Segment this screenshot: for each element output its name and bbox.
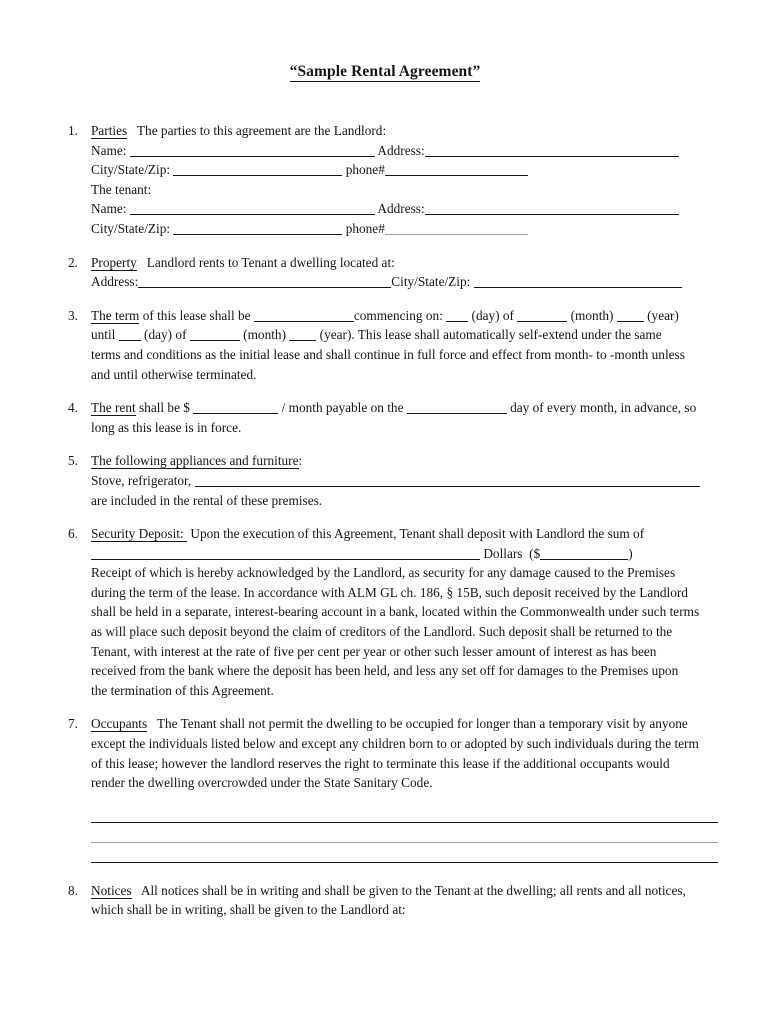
blank-field — [91, 830, 718, 843]
clause-text: 3. — [68, 307, 78, 323]
clause-text: Address: — [374, 201, 425, 217]
item-number — [68, 306, 91, 326]
blank-field — [91, 850, 718, 863]
item-body — [91, 881, 750, 920]
item-line — [91, 253, 750, 273]
blank-field — [385, 222, 528, 235]
item-line — [91, 219, 750, 239]
item-line — [91, 602, 750, 622]
clause-text: All notices shall be in writing and shall be given to the Tenant at the dwelling; all rents and all notices, — [131, 882, 686, 898]
clause-heading: Security Deposit: — [91, 526, 188, 542]
clause-text: of this lease shall be — [139, 307, 254, 323]
blank-field — [425, 202, 679, 215]
item-body — [91, 253, 750, 292]
clause-text: (month) — [567, 307, 617, 323]
item-line — [91, 827, 750, 847]
clause-text: (year) — [643, 307, 679, 323]
clause-heading: The term — [91, 307, 140, 323]
clause-text: 6 — [68, 526, 75, 542]
clause-rent — [68, 398, 750, 437]
clause-text: 2. — [68, 254, 78, 270]
item-line — [91, 847, 750, 867]
blank-field — [517, 309, 567, 322]
clause-heading: Occupants — [91, 716, 148, 732]
clause-appliances — [68, 451, 750, 510]
clause-text: the termination of this Agreement. — [91, 682, 274, 698]
item-line — [91, 451, 750, 471]
clause-text: shall be $ — [135, 400, 194, 416]
item-line — [91, 773, 750, 793]
clause-text: City/State/Zip: — [91, 220, 174, 236]
clause-text: long as this lease is in force. — [91, 419, 242, 435]
item-number — [68, 714, 91, 734]
item-line — [91, 642, 750, 662]
clause-text: terms and conditions as the initial lease and shall continue in full force and effect from month- to -month unless — [91, 346, 685, 362]
clause-heading: Parties — [91, 123, 128, 138]
item-line — [91, 141, 750, 161]
clause-text: : — [298, 453, 303, 469]
blank-field — [130, 202, 375, 215]
item-line — [91, 754, 750, 774]
clause-text: . — [74, 526, 78, 542]
item-number — [68, 121, 91, 141]
clause-text: Landlord rents to Tenant a dwelling located at: — [136, 254, 395, 270]
clause-text: until — [91, 327, 119, 343]
clause-text: phone# — [342, 162, 385, 178]
clause-notices — [68, 881, 750, 920]
blank-field — [474, 275, 682, 288]
clause-heading: Notices — [91, 882, 132, 898]
item-line — [91, 199, 750, 219]
blank-field — [119, 328, 141, 341]
clause-text: day of every month, in advance, so — [506, 400, 697, 416]
blank-field — [173, 222, 342, 235]
item-line — [91, 681, 750, 701]
item-line — [91, 471, 750, 491]
clause-text: The parties to this agreement are the Landlord: — [127, 123, 387, 138]
clause-text: (day) of — [140, 327, 190, 343]
blank-field — [407, 401, 507, 414]
item-line — [91, 491, 750, 511]
clause-text: 7. — [68, 716, 78, 732]
item-body — [91, 524, 750, 700]
clause-text: and until otherwise terminated. — [91, 366, 257, 382]
blank-field — [193, 401, 278, 414]
clause-text: during the term of the lease. In accordance with ALM GL ch. 186, § 15B, such deposit received by the Landlord — [91, 584, 688, 600]
item-line — [91, 418, 750, 438]
occupants-blank-lines — [68, 807, 750, 867]
clause-text: The Tenant shall not permit the dwelling to be occupied for longer than a temporary visit by anyone — [147, 716, 688, 732]
clause-text: Address: — [374, 142, 425, 158]
item-line — [91, 661, 750, 681]
blank-field — [254, 309, 354, 322]
clause-text: which shall be in writing, shall be given to the Landlord at: — [91, 902, 406, 918]
agreement-clauses — [0, 121, 770, 920]
blank-field — [138, 275, 391, 288]
item-line — [91, 345, 750, 365]
blank-field — [289, 328, 316, 341]
clause-text: commencing on: — [353, 307, 447, 323]
item-line — [91, 365, 750, 385]
clause-parties — [68, 121, 750, 239]
document-title — [0, 63, 770, 81]
clause-text: Name: — [91, 201, 130, 217]
clause-text: 4. — [68, 400, 78, 416]
item-line — [91, 734, 750, 754]
clause-text — [68, 809, 71, 824]
blank-field — [617, 309, 644, 322]
clause-text: Address: — [91, 274, 139, 290]
blank-field — [173, 163, 342, 176]
blank-field — [385, 163, 528, 176]
item-line — [91, 121, 750, 141]
clause-text: / month payable on the — [278, 400, 407, 416]
clause-text: 5. — [68, 453, 78, 469]
item-line — [91, 325, 750, 345]
item-line — [91, 563, 750, 583]
clause-occupants — [68, 714, 750, 792]
item-line — [91, 622, 750, 642]
item-line — [91, 881, 750, 901]
clause-text: (year). This lease shall automatically self-extend under the same — [316, 327, 662, 343]
clause-text: Stove, refrigerator, — [91, 472, 195, 488]
item-line — [91, 306, 750, 326]
clause-text: ) — [628, 545, 633, 561]
clause-text: 8. — [68, 882, 78, 898]
item-number — [68, 881, 91, 901]
item-number — [68, 253, 91, 273]
document-title-text: “Sample Rental Agreement” — [289, 63, 481, 80]
item-line — [91, 900, 750, 920]
clause-text: are included in the rental of these premises. — [91, 492, 323, 508]
blank-field — [130, 144, 375, 157]
clause-heading: The rent — [91, 400, 136, 416]
clause-text: as will place such deposit beyond the claim of creditors of the Landlord. Such deposit shall be returned to the — [91, 624, 673, 640]
clause-text: shall be held in a separate, interest-bearing account in a bank, located within the Commonwealth under such terms — [91, 604, 700, 620]
item-line — [91, 524, 750, 544]
item-body — [91, 714, 750, 792]
clause-heading: The following appliances and furniture — [91, 453, 299, 469]
clause-term — [68, 306, 750, 384]
item-number — [68, 807, 91, 827]
clause-text: received from the bank where the deposit has been held, and less any set off for damages to the Premises upon — [91, 663, 679, 679]
clause-text: Receipt of which is hereby acknowledged by the Landlord, as security for any damage caused to the Premises — [91, 565, 676, 581]
item-body — [91, 807, 750, 867]
clause-text: (day) of — [468, 307, 518, 323]
item-body — [91, 451, 750, 510]
item-line — [91, 714, 750, 734]
item-body — [91, 121, 750, 239]
clause-text: render the dwelling overcrowded under the State Sanitary Code. — [91, 775, 433, 791]
blank-field — [540, 547, 628, 560]
clause-text: Tenant, with interest at the rate of five per cent per year or other such lesser amount of interest as has been — [91, 643, 657, 659]
clause-text: Dollars ($ — [480, 545, 541, 561]
item-body — [91, 398, 750, 437]
clause-property — [68, 253, 750, 292]
item-line — [91, 180, 750, 200]
clause-text: phone# — [342, 220, 385, 236]
clause-text: except the individuals listed below and except any children born to or adopted by such individuals during the term — [91, 736, 699, 752]
blank-field — [91, 547, 480, 560]
clause-text: City/State/Zip: — [391, 274, 474, 290]
clause-text: The tenant: — [91, 181, 152, 197]
clause-text: of this lease; however the landlord reserves the right to terminate this lease if the additional occupants would — [91, 755, 670, 771]
clause-text: Name: — [91, 142, 130, 158]
blank-field — [425, 144, 679, 157]
item-number — [68, 451, 91, 471]
item-line — [91, 272, 750, 292]
clause-security-deposit — [68, 524, 750, 700]
clause-text: Upon the execution of this Agreement, Tenant shall deposit with Landlord the sum of — [187, 526, 645, 542]
blank-field — [195, 474, 700, 487]
item-number — [68, 524, 91, 544]
blank-field — [91, 810, 718, 823]
blank-field — [446, 309, 468, 322]
item-body — [91, 306, 750, 384]
item-line — [91, 807, 750, 827]
item-line — [91, 160, 750, 180]
clause-text: (month) — [239, 327, 290, 343]
item-line — [91, 583, 750, 603]
clause-text: 1. — [68, 123, 78, 138]
blank-field — [190, 328, 240, 341]
item-line — [91, 398, 750, 418]
item-number — [68, 398, 91, 418]
clause-heading: Property — [91, 254, 137, 270]
item-line — [91, 544, 750, 564]
clause-text: City/State/Zip: — [91, 162, 174, 178]
